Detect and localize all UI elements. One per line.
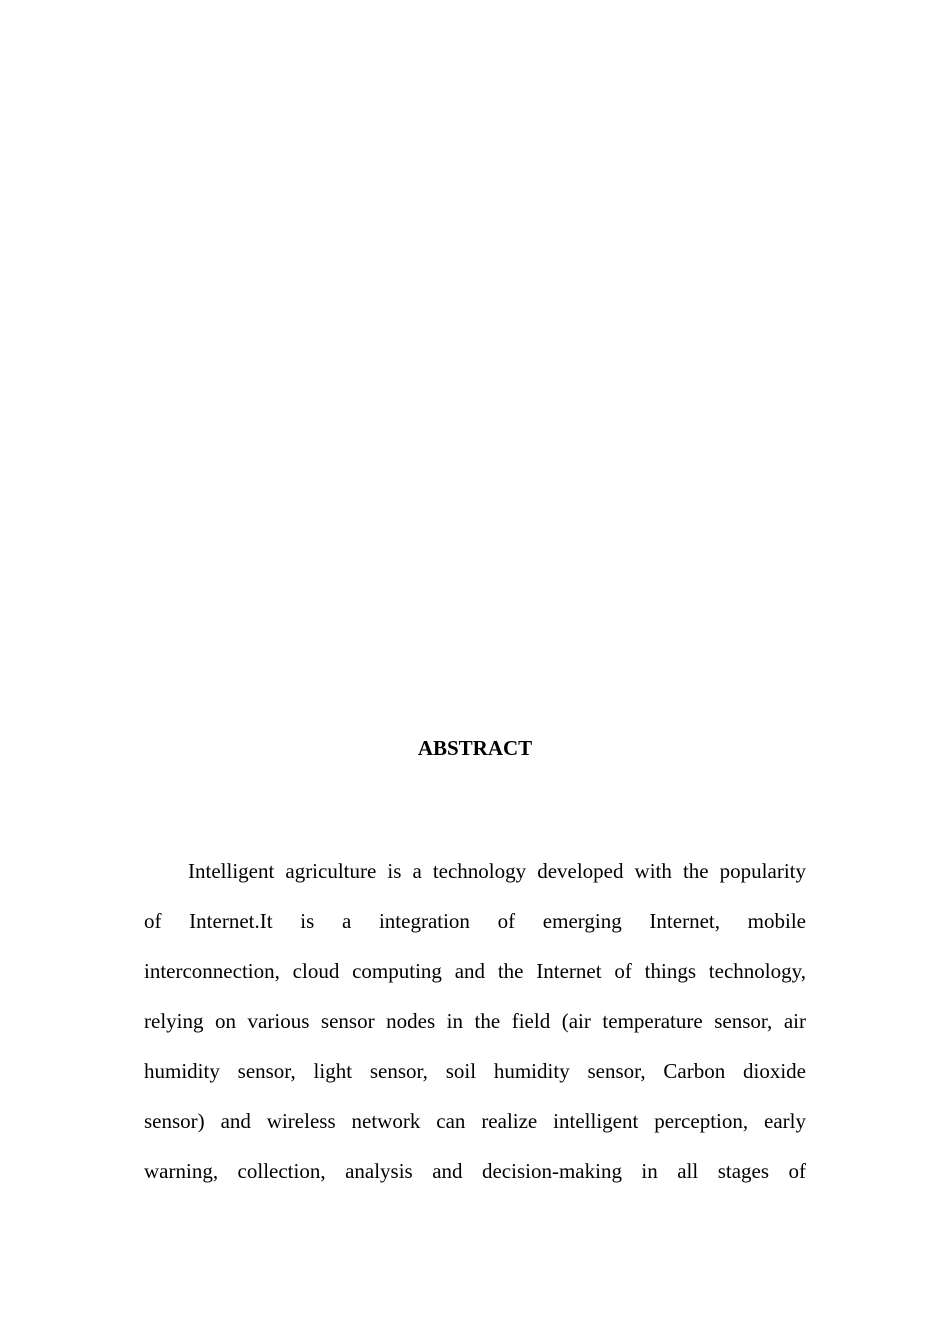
- paragraph-line: relying on various sensor nodes in the field (air temperature sensor, air: [144, 1009, 806, 1033]
- paragraph-line: sensor) and wireless network can realize intelligent perception, early: [144, 1109, 806, 1133]
- paragraph-line: warning, collection, analysis and decision-making in all stages of: [144, 1159, 806, 1183]
- abstract-paragraph: [144, 846, 806, 1196]
- paragraph-line: interconnection, cloud computing and the Internet of things technology,: [144, 959, 806, 983]
- paragraph-line: humidity sensor, light sensor, soil humidity sensor, Carbon dioxide: [144, 1059, 806, 1083]
- abstract-heading: ABSTRACT: [417, 736, 533, 760]
- paragraph-line: of Internet.It is a integration of emerging Internet, mobile: [144, 909, 806, 933]
- paragraph-line: Intelligent agriculture is a technology developed with the popularity: [188, 859, 806, 883]
